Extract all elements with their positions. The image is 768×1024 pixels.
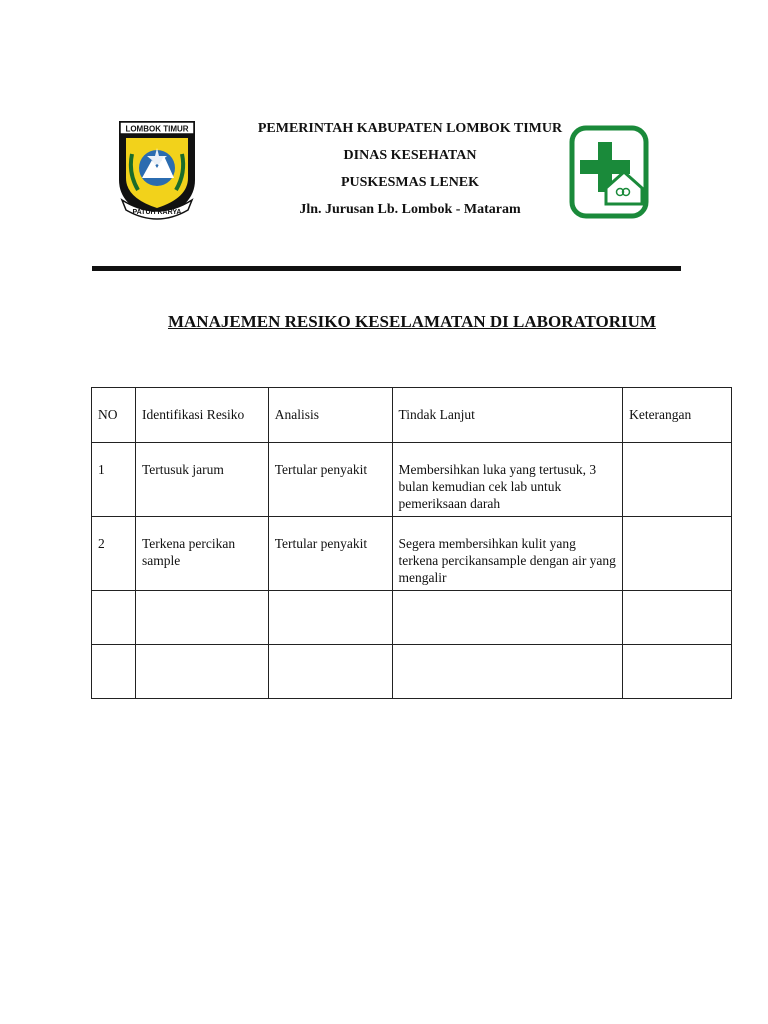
clinic-address: Jln. Jurusan Lb. Lombok - Mataram (299, 202, 521, 217)
cell-tindak-lanjut: Membersihkan luka yang tertusuk, 3 bulan kemudian cek lab untuk pemeriksaan darah (392, 443, 623, 517)
header-divider (92, 266, 681, 271)
cell-identifikasi: Tertusuk jarum (135, 443, 268, 517)
svg-text:PATUH KARYA: PATUH KARYA (132, 209, 182, 216)
cell-tindak-lanjut: Segera membersihkan kulit yang terkena percikansample dengan air yang mengalir (392, 517, 623, 591)
cell-analisis (268, 645, 392, 699)
cell-identifikasi (135, 645, 268, 699)
clinic-name: PUSKESMAS LENEK (340, 175, 480, 190)
cell-analisis: Tertular penyakit (268, 443, 392, 517)
cell-identifikasi (135, 591, 268, 645)
cell-no (92, 645, 136, 699)
table-header-row (92, 388, 732, 443)
cell-tindak-lanjut (392, 591, 623, 645)
cell-no (92, 591, 136, 645)
col-header-identifikasi: Identifikasi Resiko (135, 388, 268, 443)
cell-no: 2 (92, 517, 136, 591)
col-header-no: NO (92, 388, 136, 443)
lombok-timur-emblem (114, 118, 200, 224)
svg-text:LOMBOK TIMUR: LOMBOK TIMUR (125, 124, 189, 134)
document-title: MANAJEMEN RESIKO KESELAMATAN DI LABORATORIUM (167, 312, 656, 331)
col-header-keterangan: Keterangan (623, 388, 732, 443)
cell-tindak-lanjut (392, 645, 623, 699)
table-row (92, 443, 732, 517)
col-header-tindak-lanjut: Tindak Lanjut (392, 388, 623, 443)
cell-analisis (268, 591, 392, 645)
cell-keterangan (623, 517, 732, 591)
letterhead (200, 120, 620, 228)
table-row (92, 517, 732, 591)
cell-keterangan (623, 645, 732, 699)
risk-table (91, 387, 732, 699)
government-name: PEMERINTAH KABUPATEN LOMBOK TIMUR (257, 121, 563, 136)
table-row (92, 591, 732, 645)
cell-analisis: Tertular penyakit (268, 517, 392, 591)
cell-keterangan (623, 443, 732, 517)
cell-identifikasi: Terkena percikan sample (135, 517, 268, 591)
puskesmas-emblem (566, 120, 652, 224)
table-row (92, 645, 732, 699)
department-name: DINAS KESEHATAN (343, 148, 477, 163)
cell-keterangan (623, 591, 732, 645)
col-header-analisis: Analisis (268, 388, 392, 443)
cell-no: 1 (92, 443, 136, 517)
